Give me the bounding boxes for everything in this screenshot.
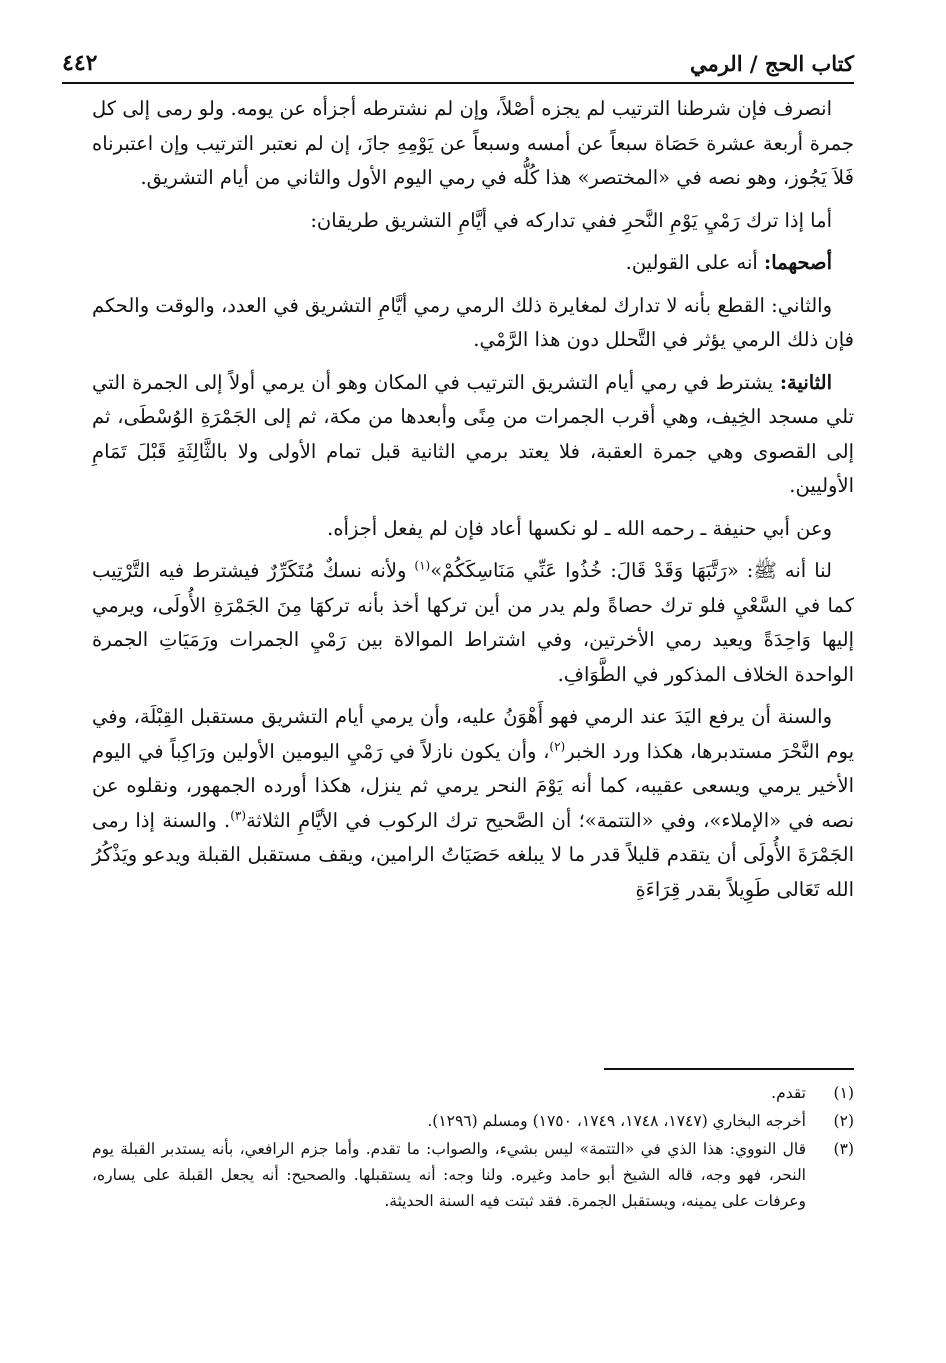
footnote-text: قال النووي: هذا الذي في «التتمة» ليس بشيء، والصواب: ما تقدم. وأما جزم الرافعي، بأنه يستدبر القبلة يوم النحر، فهو وجه، قاله الشيخ أبو حامد وغيره. ولنا وجه: أنه يستقبلها. والصحيح: أنه يجعل القبلة على يساره، وعرفات على يمينه، ويستقبل الجمرة. فقد ثبتت فيه السنة الحديثة. [92,1140,806,1210]
paragraph-text: يشترط في رمي أيام التشريق الترتيب في المكان وهو أن يرمي أولاً إلى الجمرة التي تلي مسجد الخِيف، وهي أقرب الجمرات من مِنًى وأبعدها من مكة، ثم إلى الجَمْرَةِ الوُسْطَى، ثم إلى القصوى وهي جمرة العقبة، فلا يعتد برمي الثانية قبل تمام الأولى ولا بالثَّالِثَةِ قَبْلَ تَمَامِ الأوليين. [92,370,854,497]
footnote-divider [604,1068,854,1070]
footnote [92,1080,854,1106]
paragraph [92,289,854,358]
paragraph-text: انصرف فإن شرطنا الترتيب لم يجزه أصْلاً، وإن لم نشترطه أجزأه عن يومه. ولو رمى إلى كل جمرة أربعة عشرة حَصَاة سبعاً عن أمسه وسبعاً عن يَوْمِهِ جازَ، إن لم نعتبر الترتيب وإن اعتبرناه فَلاَ يَجُوز، وهو نصه في «المختصر» هذا كُلُّه في رمي اليوم الأول والثاني من أيام التشريق. [92,97,854,189]
paragraph-text: . والسنة إذا رمى الجَمْرَةَ الأُولَى أن يتقدم قليلاً قدر ما لا يبلغه حَصَيَاتُ الرامين، ويقف مستقبل القبلة ويدعو ويَذْكُرُ الله تَعَالى طَوِيلاً بقدر قِرَاءَةِ [92,808,854,901]
paragraph-text: أما إذا ترك رَمْيِ يَوْمِ النَّحرِ ففي تداركه في أيَّامِ التشريق طريقان: [310,208,832,232]
page-number: ٤٤٢ [62,50,98,76]
paragraph [92,700,854,907]
paragraph-lead: الثانية: [779,370,832,394]
footnote-reference[interactable]: (٢) [549,739,566,753]
footnote-text: تقدم. [771,1084,806,1102]
paragraph-text: ولأنه نسكٌ مُتَكَرِّرٌ فيشترط فيه التَّرْتِيب كما في السَّعْيِ فلو ترك حصاةً ولم يدر من أين تركها أخذ بأنه تركهَا مِنَ الجَمْرَةِ الأُولَى، ويرمي إليها وَاحِدَةً ويعيد رمي الأخرتين، وفي اشتراط الموالاة بين رَمْيِ الجمرات ورَمَيَاتِ الجمرة الواحدة الخلاف المذكور في الطَّوَافِ. [92,559,854,686]
footnote [92,1136,854,1214]
paragraph [92,554,854,692]
paragraph [92,92,854,196]
paragraph [92,246,854,281]
paragraph-text: وعن أبي حنيفة ـ رحمه الله ـ لو نكسها أعاد فإن لم يفعل أجزأه. [327,516,832,540]
footnote [92,1108,854,1134]
footnote-number: (٣) [833,1140,854,1158]
chapter-title: كتاب الحج / الرمي [689,51,854,76]
paragraph-text: لنا أنه ﷺ: «رَتَّبَهَا وَقَدْ قَالَ: خُذُوا عَنِّي مَنَاسِكَكُمْ» [430,559,833,582]
footnote-number: (٢) [833,1112,854,1130]
footnote-reference[interactable]: (١) [414,558,431,573]
page-header [62,38,854,84]
paragraph-text: والسنة أن يرفع اليَدَ عند الرمي فهو أَهْوَنُ عليه، وأن يرمي أيام التشريق مستقبل القِبْلَة، وفي يوم النَّحْرَ مستدبرها، هكذا ورد الخبر [92,705,854,763]
paragraph-text: أنه على القولين. [625,251,765,274]
paragraph [92,204,854,239]
paragraph-text: ، وأن يكون نازلاً في رَمْيِ اليومين الأولين ورَاكِباً في اليوم الأخير يرمي ويسعى عقيبه، كما أنه يَوْمَ النحر يرمي ثم ينزل، هكذا أورده الجمهور، ونقلوه عن نصه في «الإملاء»، وفي «التتمة»؛ أن الصَّحيح ترك الركوب في الأيَّامِ الثلاثة [92,739,854,832]
main-text [92,92,854,915]
paragraph [92,366,854,504]
paragraph [92,512,854,547]
paragraph-lead: أصحهما: [764,251,832,274]
footnotes [92,1080,854,1216]
footnote-text: أخرجه البخاري (١٧٤٧، ١٧٤٨، ١٧٤٩، ١٧٥٠) ومسلم (١٢٩٦). [427,1112,806,1130]
footnote-reference[interactable]: (٣) [230,808,247,822]
footnote-number: (١) [833,1084,854,1102]
paragraph-text: والثاني: القطع بأنه لا تدارك لمغايرة ذلك الرمي رمي أيَّامِ التشريق في العدد، والوقت والحكم فإن ذلك الرمي يؤثر في التَّحلل دون هذا الرَّمْي. [92,293,854,351]
